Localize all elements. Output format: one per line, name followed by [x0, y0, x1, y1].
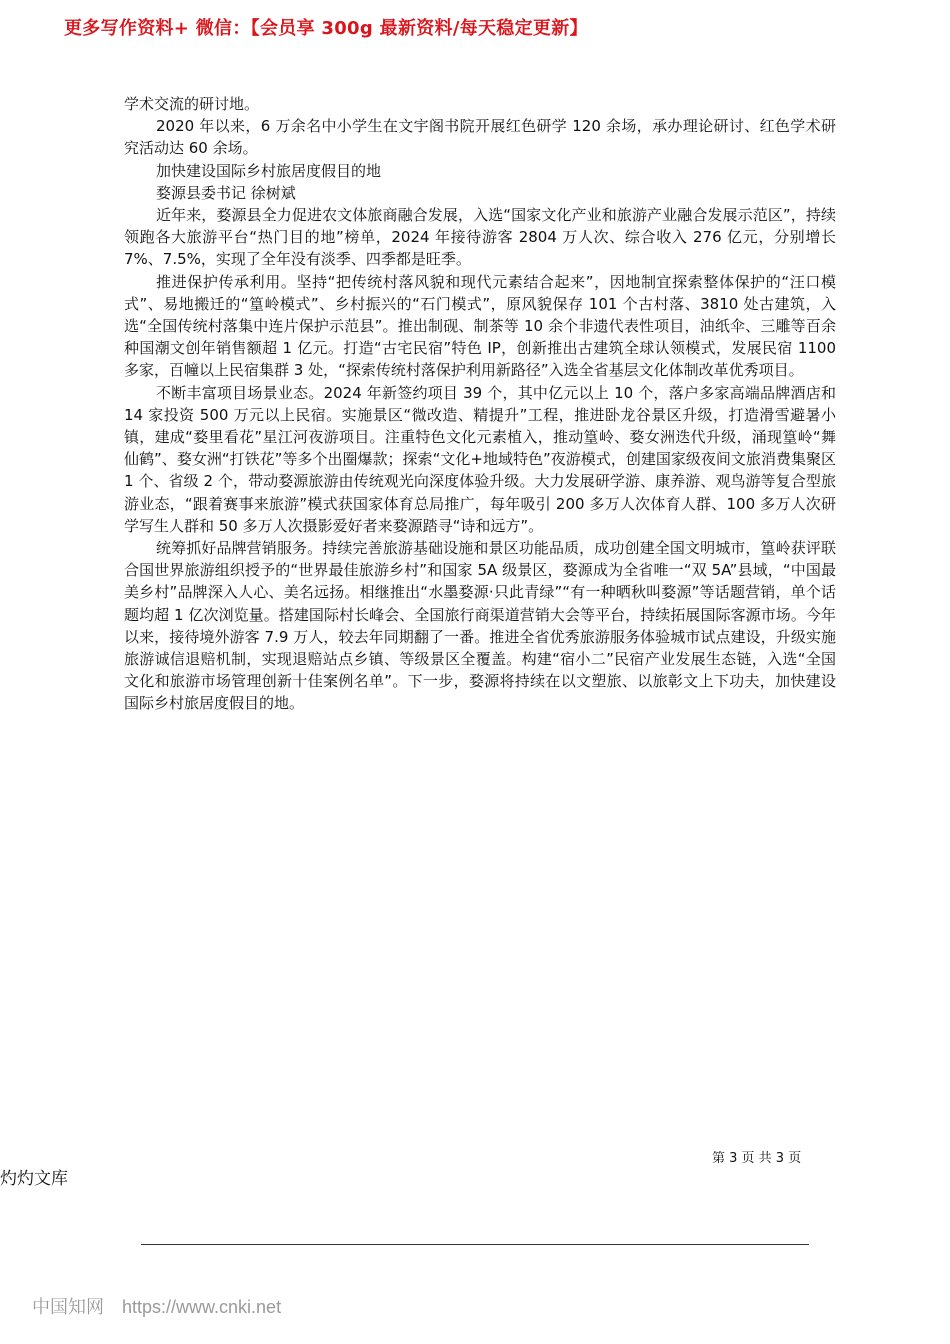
- library-name: 灼灼文库: [0, 1169, 68, 1189]
- footer-watermark: [32, 1293, 281, 1319]
- promo-banner: 更多写作资料+ 微信：【会员享 300g 最新资料/每天稳定更新】: [64, 18, 588, 39]
- footer-divider: [141, 1244, 809, 1245]
- paragraph: 2020 年以来，6 万余名中小学生在文宇阁书院开展红色研学 120 余场，承办理论研讨、红色学术研究活动达 60 余场。: [124, 117, 836, 158]
- watermark-url: https://www.cnki.net: [122, 1297, 282, 1317]
- paragraph: 推进保护传承利用。坚持“把传统村落风貌和现代元素结合起来”，因地制宜探索整体保护的“汪口模式”、易地搬迁的“篁岭模式”、乡村振兴的“石门模式”，原风貌保存 101 个古村落、3810 处古建筑，入选“全国传统村落集中连片保护示范县”。推出制砚、制茶等 10 余个非遗代表性项目，油纸伞、三雕等百余种国潮文创年销售额超 1 亿元。打造“古宅民宿”特色 IP，创新推出古建筑全球认领模式，发展民宿 1100 多家，百幢以上民宿集群 3 处，“探索传统村落保护利用新路径”入选全省基层文化体制改革优秀项目。: [124, 272, 836, 380]
- article-body: [124, 93, 836, 715]
- article-author: 婺源县委书记 徐树斌: [156, 183, 296, 202]
- paragraph: 学术交流的研讨地。: [124, 95, 260, 113]
- paragraph: 近年来，婺源县全力促进农文体旅商融合发展，入选“国家文化产业和旅游产业融合发展示范区”，持续领跑各大旅游平台“热门目的地”榜单，2024 年接待游客 2804 万人次、综合收入 276 亿元，分别增长 7%、7.5%，实现了全年没有淡季、四季都是旺季。: [124, 206, 836, 269]
- paragraph: 不断丰富项目场景业态。2024 年新签约项目 39 个，其中亿元以上 10 个，落户多家高端品牌酒店和 14 家投资 500 万元以上民宿。实施景区“微改造、精提升”工程，推进卧龙谷景区升级，打造滑雪避暑小镇，建成“婺里看花”星江河夜游项目。注重特色文化元素植入，推动篁岭、婺女洲迭代升级，涌现篁岭“舞仙鹤”、婺女洲“打铁花”等多个出圈爆款；探索“文化+地域特色”夜游模式，创建国家级夜间文旅消费集聚区 1 个、省级 2 个，带动婺源旅游由传统观光向深度体验升级。大力发展研学游、康养游、观鸟游等复合型旅游业态，“跟着赛事来旅游”模式获国家体育总局推广，每年吸引 200 多万人次体育人群、100 多万人次研学写生人群和 50 多万人次摄影爱好者来婺源踏寻“诗和远方”。: [124, 383, 836, 535]
- paragraph: 统筹抓好品牌营销服务。持续完善旅游基础设施和景区功能品质，成功创建全国文明城市，篁岭获评联合国世界旅游组织授予的“世界最佳旅游乡村”和国家 5A 级景区，婺源成为全省唯一“双 5A”县域，“中国最美乡村”品牌深入人心、美名远扬。相继推出“水墨婺源·只此青绿”“有一种晒秋叫婺源”等话题营销，单个话题均超 1 亿次浏览量。搭建国际村长峰会、全国旅行商渠道营销大会等平台，持续拓展国际客源市场。今年以来，接待境外游客 7.9 万人，较去年同期翻了一番。推进全省优秀旅游服务体验城市试点建设，升级实施旅游诚信退赔机制，实现退赔站点乡镇、等级景区全覆盖。构建“宿小二”民宿产业发展生态链，入选“全国文化和旅游市场管理创新十佳案例名单”。下一步，婺源将持续在以文塑旅、以旅彰文上下功夫，加快建设国际乡村旅居度假目的地。: [124, 539, 836, 713]
- watermark-site-name: 中国知网: [32, 1297, 104, 1317]
- article-title: 加快建设国际乡村旅居度假目的地: [156, 161, 382, 180]
- page-number: 第 3 页 共 3 页: [712, 1151, 802, 1166]
